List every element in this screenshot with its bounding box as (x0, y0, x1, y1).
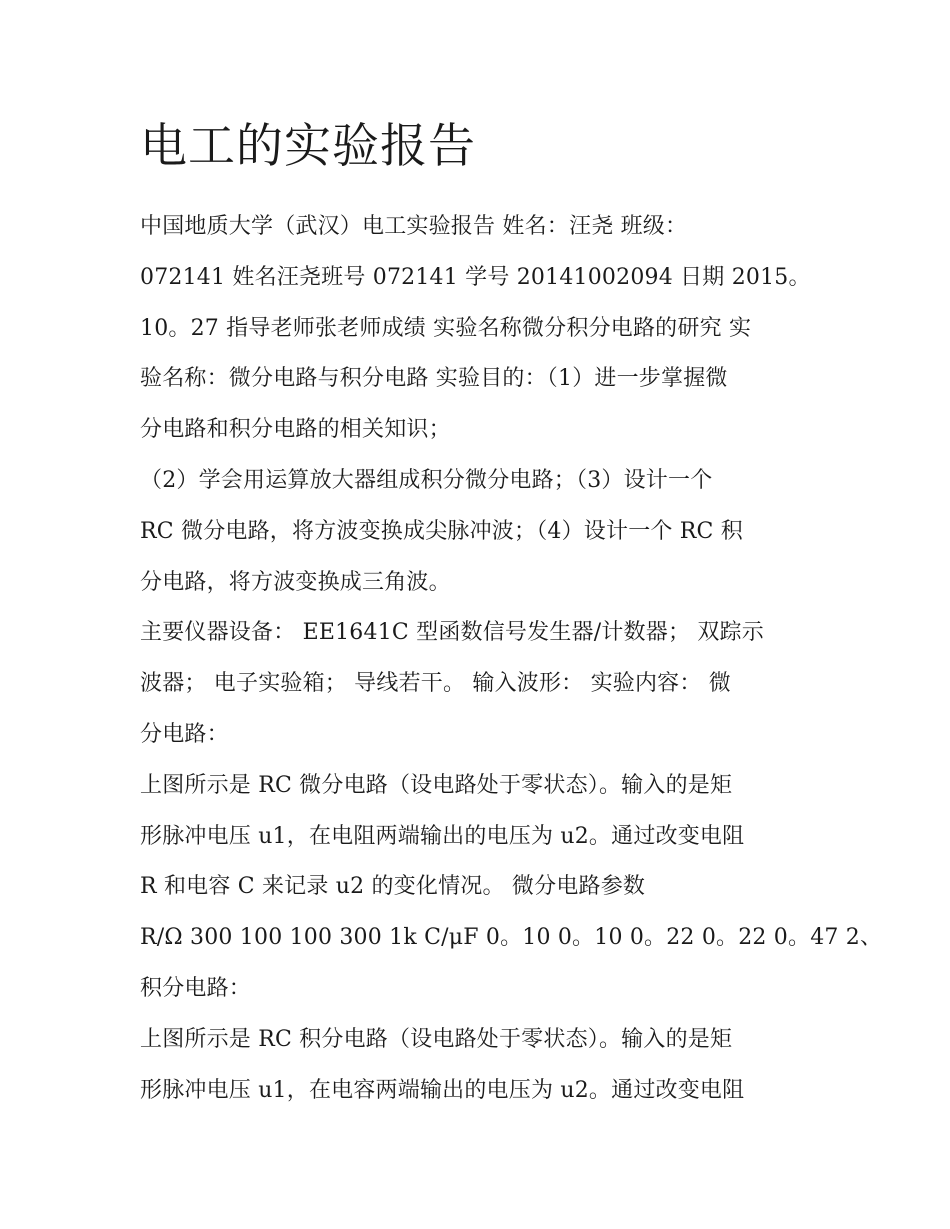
body-line: RC 微分电路，将方波变换成尖脉冲波；（4）设计一个 RC 积 (140, 518, 743, 544)
document-body (140, 202, 883, 1116)
body-line: 形脉冲电压 u1，在电容两端输出的电压为 u2。通过改变电阻 (140, 1077, 745, 1103)
body-line: 形脉冲电压 u1，在电阻两端输出的电压为 u2。通过改变电阻 (140, 823, 745, 849)
body-line: 主要仪器设备： EE1641C 型函数信号发生器/计数器； 双踪示 (140, 620, 764, 646)
body-line: 上图所示是 RC 微分电路（设电路处于零状态）。输入的是矩 (140, 772, 733, 798)
body-line: R 和电容 C 来记录 u2 的变化情况。 微分电路参数 (140, 874, 646, 900)
body-line: 10。27 指导老师张老师成绩 实验名称微分积分电路的研究 实 (140, 315, 752, 341)
body-line: 072141 姓名汪尧班号 072141 学号 20141002094 日期 2015。 (140, 264, 811, 290)
body-line: 验名称：微分电路与积分电路 实验目的：（1）进一步掌握微 (140, 366, 728, 392)
document-title: 电工的实验报告 (140, 119, 476, 174)
body-line: 分电路： (140, 721, 229, 747)
body-line: 中国地质大学（武汉）电工实验报告 姓名：汪尧 班级： (140, 214, 688, 239)
body-line: 分电路，将方波变换成三角波。 (140, 569, 451, 595)
body-line: 波器； 电子实验箱； 导线若干。 输入波形： 实验内容： 微 (140, 671, 731, 697)
body-line: 积分电路： (140, 975, 252, 1001)
body-line: （2）学会用运算放大器组成积分微分电路；（3）设计一个 (140, 467, 713, 493)
body-line: 上图所示是 RC 积分电路（设电路处于零状态）。输入的是矩 (140, 1026, 733, 1052)
body-line: R/Ω 300 100 100 300 1k C/μF 0。10 0。10 0。22 0。22 0。47 2、 (140, 925, 883, 951)
body-line: 分电路和积分电路的相关知识； (140, 417, 451, 443)
